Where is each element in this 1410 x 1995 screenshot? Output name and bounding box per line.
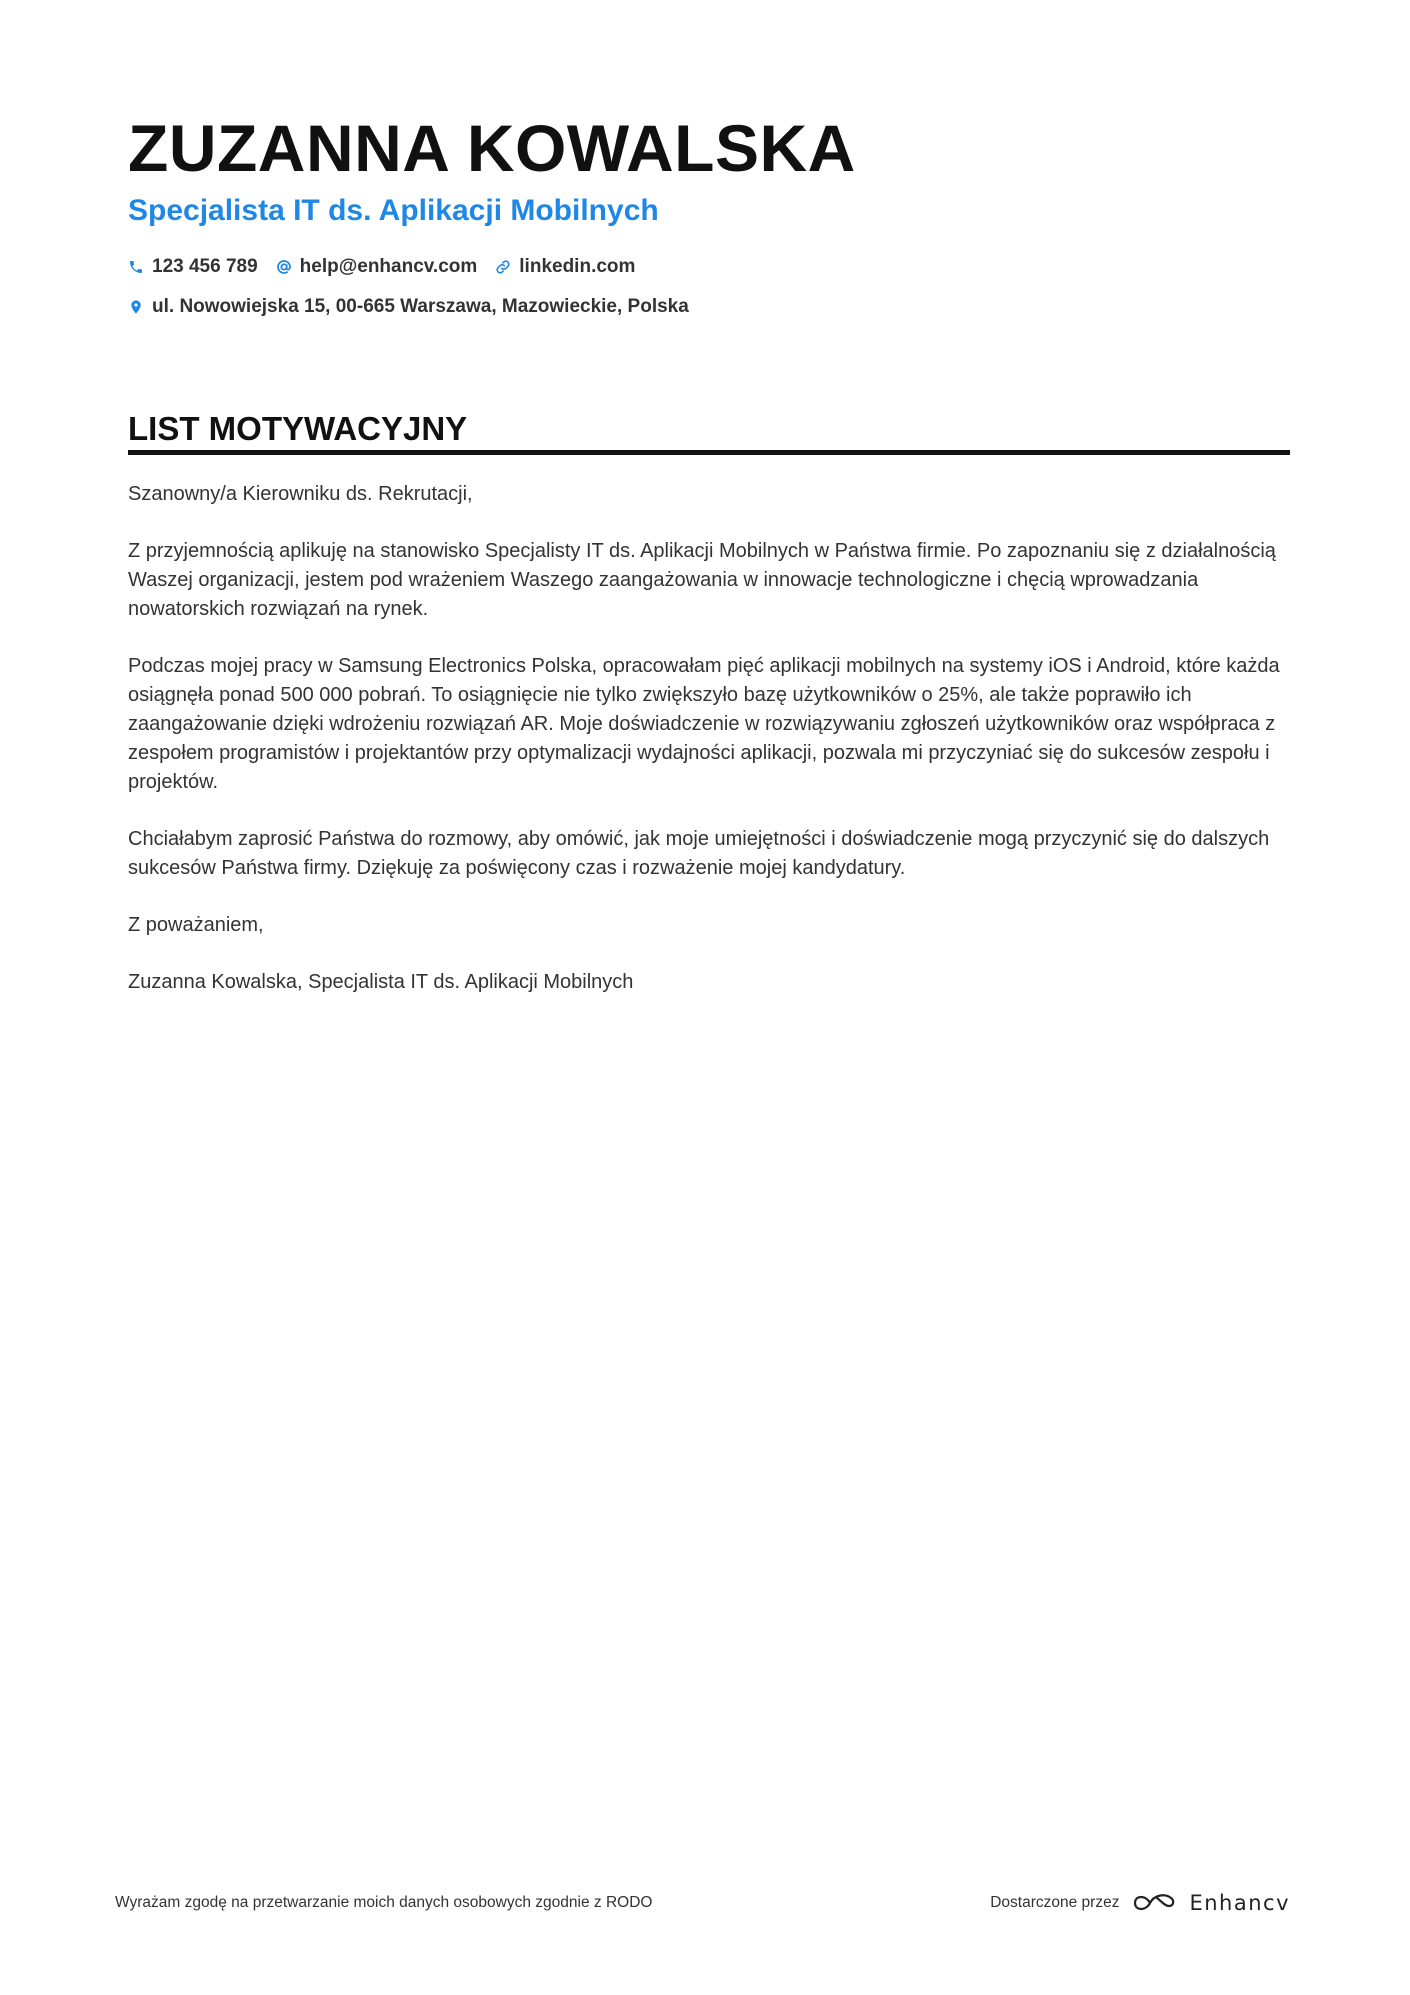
- map-pin-icon: [128, 299, 144, 315]
- candidate-name: ZUZANNA KOWALSKA: [128, 111, 856, 185]
- contact-email[interactable]: [276, 254, 478, 280]
- letter-paragraph: Podczas mojej pracy w Samsung Electronics Polska, opracowałam pięć aplikacji mobilnych na systemy iOS i Android, które każda osiągnęła ponad 500 000 pobrań. To osiągnięcie nie tylko zwiększyło bazę użytkowników o 25%, ale także poprawiło ich zaangażowanie dzięki wdrożeniu rozwiązań AR. Moje doświadczenie w rozwiązywaniu zgłoszeń użytkowników oraz współpraca z zespołem programistów i projektantów przy optymalizacji wydajności aplikacji, pozwala mi przyczyniać się do sukcesów zespołu i projektów.: [128, 655, 1280, 793]
- gdpr-consent: Wyrażam zgodę na przetwarzanie moich danych osobowych zgodnie z RODO: [115, 1894, 653, 1911]
- contact-phone: [128, 254, 258, 280]
- link-text[interactable]: linkedin.com: [519, 256, 636, 277]
- letter-closing: Z poważaniem,: [128, 914, 264, 936]
- phone-icon: [128, 259, 144, 275]
- contact-link[interactable]: [495, 254, 635, 280]
- section-divider: [128, 450, 1290, 455]
- powered-by-label: Dostarczone przez: [990, 1894, 1120, 1911]
- address-text: ul. Nowowiejska 15, 00-665 Warszawa, Mazowieckie, Polska: [152, 296, 689, 317]
- letter-body: [128, 480, 1290, 1025]
- contact-row-primary: [128, 254, 653, 280]
- candidate-title: Specjalista IT ds. Aplikacji Mobilnych: [128, 194, 659, 227]
- letter-paragraph: Chciałabym zaprosić Państwa do rozmowy, aby omówić, jak moje umiejętności i doświadczenie mogą przyczynić się do dalszych sukcesów Państwa firmy. Dziękuję za poświęcony czas i rozważenie mojej kandydatury.: [128, 828, 1270, 879]
- contact-address: [128, 294, 689, 320]
- contact-row-address: [128, 294, 707, 320]
- footer-brand: [990, 1890, 1290, 1916]
- brand-name[interactable]: Enhancv: [1189, 1891, 1290, 1915]
- letter-signature: Zuzanna Kowalska, Specjalista IT ds. Aplikacji Mobilnych: [128, 971, 634, 993]
- letter-paragraph: Z przyjemnością aplikuję na stanowisko Specjalisty IT ds. Aplikacji Mobilnych w Państwa firmie. Po zapoznaniu się z działalnością Waszej organizacji, jestem pod wrażeniem Waszego zaangażowania w innowacje technologiczne i chęcią wprowadzania nowatorskich rozwiązań na rynek.: [128, 540, 1276, 620]
- at-icon: [276, 259, 292, 275]
- letter-greeting: Szanowny/a Kierowniku ds. Rekrutacji,: [128, 483, 473, 505]
- email-text[interactable]: help@enhancv.com: [299, 256, 478, 277]
- link-icon: [495, 259, 511, 275]
- enhancv-logo-icon: [1131, 1890, 1177, 1916]
- phone-text: 123 456 789: [152, 256, 258, 277]
- section-title: LIST MOTYWACYJNY: [128, 410, 468, 447]
